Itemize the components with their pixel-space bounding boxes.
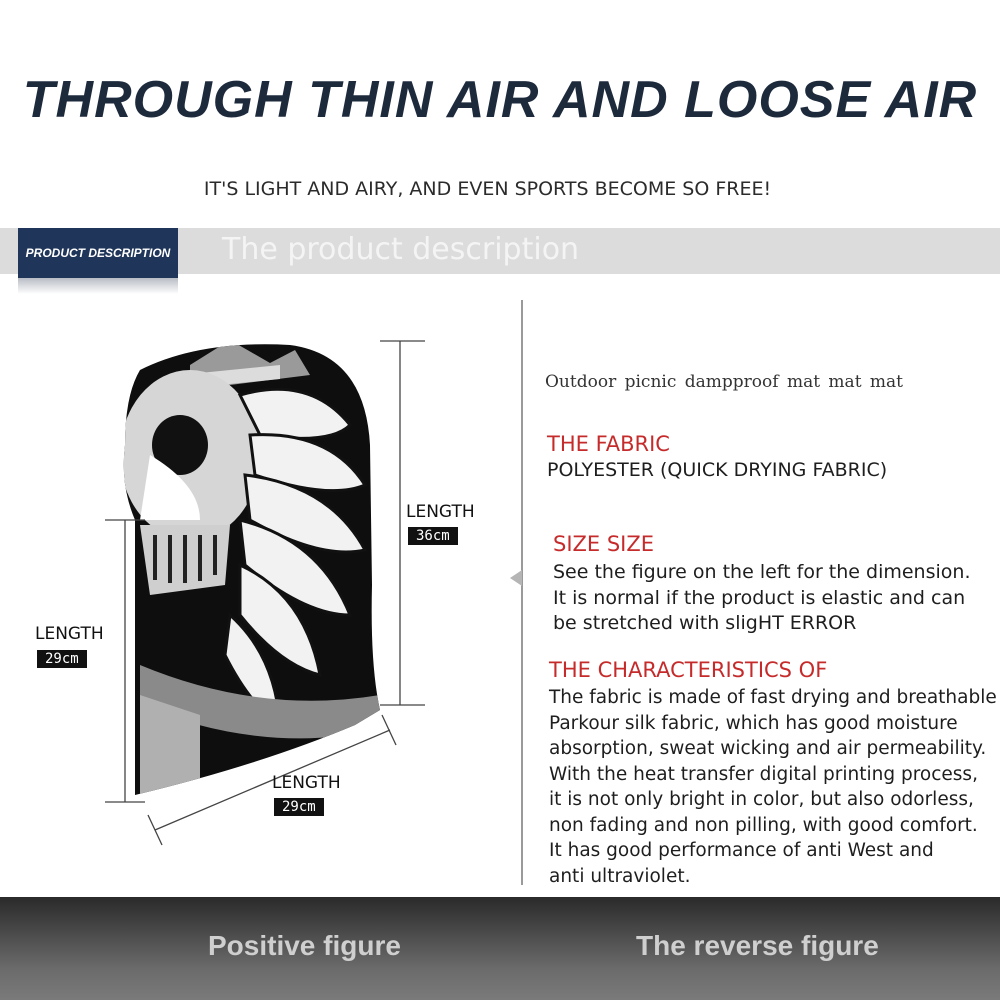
subheadline: IT'S LIGHT AND AIRY, AND EVEN SPORTS BECOME SO FREE! [203, 178, 772, 200]
bottom-dimension-value: 29cm [274, 798, 324, 816]
characteristics-line: It has good performance of anti West and [549, 840, 934, 861]
characteristics-line: anti ultraviolet. [549, 865, 691, 887]
characteristics-line: Parkour silk fabric, which has good moisture [549, 712, 958, 734]
description-title: The product description [222, 232, 580, 267]
product-intro: Outdoor picnic dampproof mat mat mat [545, 372, 904, 392]
bottom-dimension-label: LENGTH [272, 773, 341, 793]
description-tag-shadow [18, 278, 178, 294]
characteristics-line: absorption, sweat wicking and air permeability. [549, 738, 987, 759]
characteristics-line: it is not only bright in color, but also odorless, [549, 789, 974, 810]
characteristics-line: non fading and non pilling, with good comfort. [549, 814, 978, 836]
fabric-heading: THE FABRIC [547, 432, 670, 456]
height-dimension-label: LENGTH [406, 502, 475, 522]
size-body [553, 560, 993, 637]
positive-figure-caption: Positive figure [208, 930, 401, 961]
size-heading: SIZE SIZE [553, 532, 655, 556]
height-dimension-value: 36cm [408, 527, 458, 545]
size-line: It is normal if the product is elastic and can [553, 586, 966, 609]
divider-arrow-icon [510, 570, 522, 586]
characteristics-line: The fabric is made of fast drying and breathable [549, 687, 997, 708]
size-line: be stretched with sligHT ERROR [553, 612, 857, 634]
product-description-tag: PRODUCT DESCRIPTION [18, 228, 178, 278]
size-line: See the figure on the left for the dimension. [553, 561, 971, 583]
left-dimension-label: LENGTH [35, 624, 104, 644]
characteristics-line: With the heat transfer digital printing process, [549, 763, 978, 785]
characteristics-body [549, 685, 999, 889]
vertical-divider [521, 300, 523, 885]
headline: THROUGH THIN AIR AND LOOSE AIR [22, 71, 978, 129]
characteristics-heading: THE CHARACTERISTICS OF [549, 658, 828, 682]
fabric-body: POLYESTER (QUICK DRYING FABRIC) [547, 459, 888, 481]
left-dimension-value: 29cm [37, 650, 87, 668]
reverse-figure-caption: The reverse figure [636, 930, 879, 961]
